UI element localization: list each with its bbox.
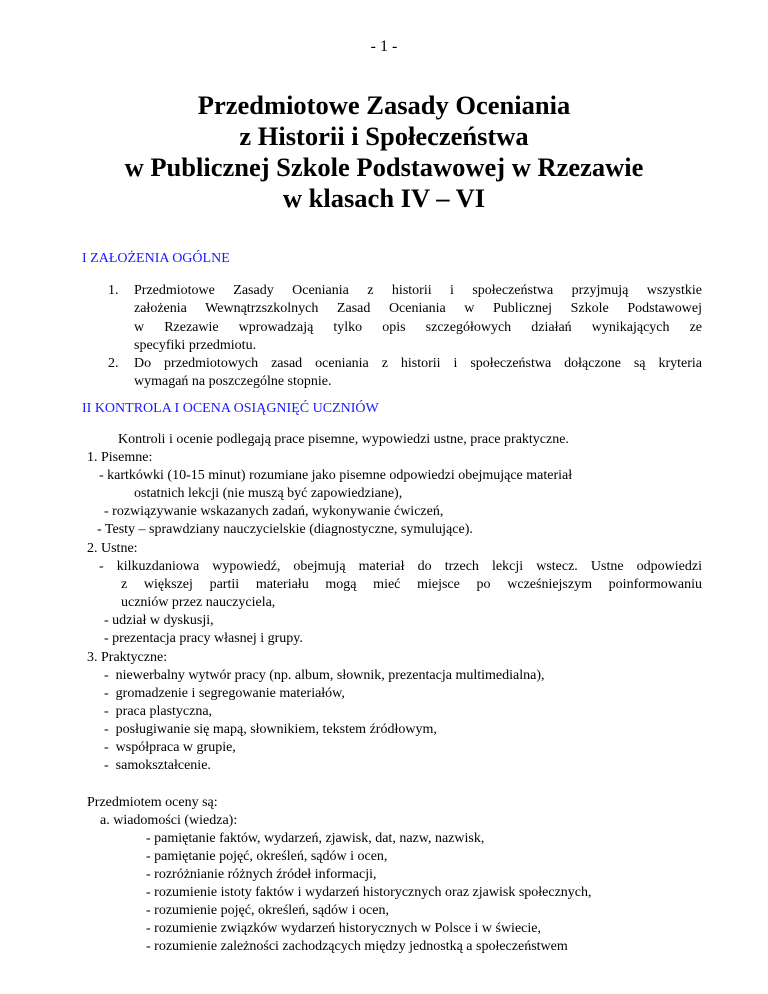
list-item: - rozumienie zależności zachodzących między jednostką a społeczeństwem: [146, 939, 568, 954]
list-item-line: uczniów przez nauczyciela,: [121, 595, 276, 610]
list-item: - rozumienie związków wydarzeń historycznych w Polsce i w świecie,: [146, 921, 541, 936]
list-item: - prezentacja pracy własnej i grupy.: [104, 631, 303, 646]
list-item-text: posługiwanie się mapą, słownikiem, tekstem źródłowym,: [115, 722, 437, 737]
list-item-text: samokształcenie.: [115, 758, 211, 773]
list-item: - rozumienie pojęć, określeń, sądów i ocen,: [146, 903, 389, 918]
page-number: - 1 -: [370, 38, 398, 55]
document-title: [0, 90, 768, 214]
list-item-text: współpraca w grupie,: [115, 740, 236, 755]
list-item: - praca plastyczna,: [104, 704, 213, 719]
list-number: 2.: [108, 356, 119, 371]
list-item-text: praca plastyczna,: [115, 704, 213, 719]
title-line-1: Przedmiotowe Zasady Oceniania: [197, 90, 571, 120]
list-item: - rozróżnianie różnych źródeł informacji,: [146, 867, 377, 882]
section-heading-control: II KONTROLA I OCENA OSIĄGNIĘĆ UCZNIÓW: [82, 401, 379, 416]
list-item-line: wymagań na poszczególne stopnie.: [134, 374, 332, 390]
list-item-line: Do przedmiotowych zasad oceniania z historii i społeczeństwa dołączone są kryteria: [134, 356, 702, 371]
list-item: - współpraca w grupie,: [104, 740, 236, 755]
list-item: - rozumienie istoty faktów i wydarzeń historycznych oraz zjawisk społecznych,: [146, 885, 592, 900]
list-item-line: specyfiki przedmiotu.: [134, 337, 257, 353]
list-item: [134, 282, 702, 355]
list-item-line: z większej partii materiału mogą mieć miejsce po wcześniejszym poinformowaniu: [121, 577, 702, 592]
section-heading-general: I ZAŁOŻENIA OGÓLNE: [82, 251, 230, 266]
list-item: - rozwiązywanie wskazanych zadań, wykonywanie ćwiczeń,: [104, 504, 444, 519]
list-item-line: - kilkuzdaniowa wypowiedź, obejmują materiał do trzech lekcji wstecz. Ustne odpowiedzi: [99, 559, 702, 574]
group-label-practical: 3. Praktyczne:: [87, 650, 168, 665]
title-line-3: w Publicznej Szkole Podstawowej w Rzezawie: [124, 152, 644, 182]
list-item: - posługiwanie się mapą, słownikiem, tekstem źródłowym,: [104, 722, 437, 737]
list-item: - gromadzenie i segregowanie materiałów,: [104, 686, 345, 701]
list-item: - pamiętanie faktów, wydarzeń, zjawisk, dat, nazw, nazwisk,: [146, 831, 485, 846]
list-item: - Testy – sprawdziany nauczycielskie (diagnostyczne, symulujące).: [97, 522, 473, 537]
list-item: - kartkówki (10-15 minut) rozumiane jako pisemne odpowiedzi obejmujące materiał: [99, 468, 573, 483]
group-label-written: 1. Pisemne:: [87, 450, 153, 465]
list-item-text: niewerbalny wytwór pracy (np. album, słownik, prezentacja multimedialna),: [115, 668, 545, 683]
intro-text: Kontroli i ocenie podlegają prace pisemne, wypowiedzi ustne, prace praktyczne.: [118, 432, 569, 447]
title-line-2: z Historii i Społeczeństwa: [239, 121, 529, 151]
title-line-4: w klasach IV – VI: [282, 183, 486, 213]
list-item: - niewerbalny wytwór pracy (np. album, słownik, prezentacja multimedialna),: [104, 668, 545, 683]
list-number: 1.: [108, 283, 119, 298]
list-item-line: w Rzezawie wprowadzają tylko opis szczegółowych działań wynikających ze: [134, 319, 702, 335]
list-item: [121, 576, 702, 594]
list-item: - samokształcenie.: [104, 758, 211, 773]
list-item-line: założenia Wewnątrzszkolnych Zasad Oceniania w Publicznej Szkole Podstawowej: [134, 301, 702, 317]
assessment-subject-heading: Przedmiotem oceny są:: [87, 795, 218, 810]
list-item: [134, 355, 702, 392]
list-item: - pamiętanie pojęć, określeń, sądów i ocen,: [146, 849, 388, 864]
group-label-oral: 2. Ustne:: [87, 541, 138, 556]
list-item-text: gromadzenie i segregowanie materiałów,: [115, 686, 345, 701]
list-item-line: Przedmiotowe Zasady Oceniania z historii i społeczeństwa przyjmują wszystkie: [134, 283, 702, 298]
sub-heading-knowledge: a. wiadomości (wiedza):: [100, 813, 238, 828]
list-item: ostatnich lekcji (nie muszą być zapowiedziane),: [134, 486, 403, 501]
list-item: [99, 558, 702, 576]
list-item: - udział w dyskusji,: [104, 613, 214, 628]
